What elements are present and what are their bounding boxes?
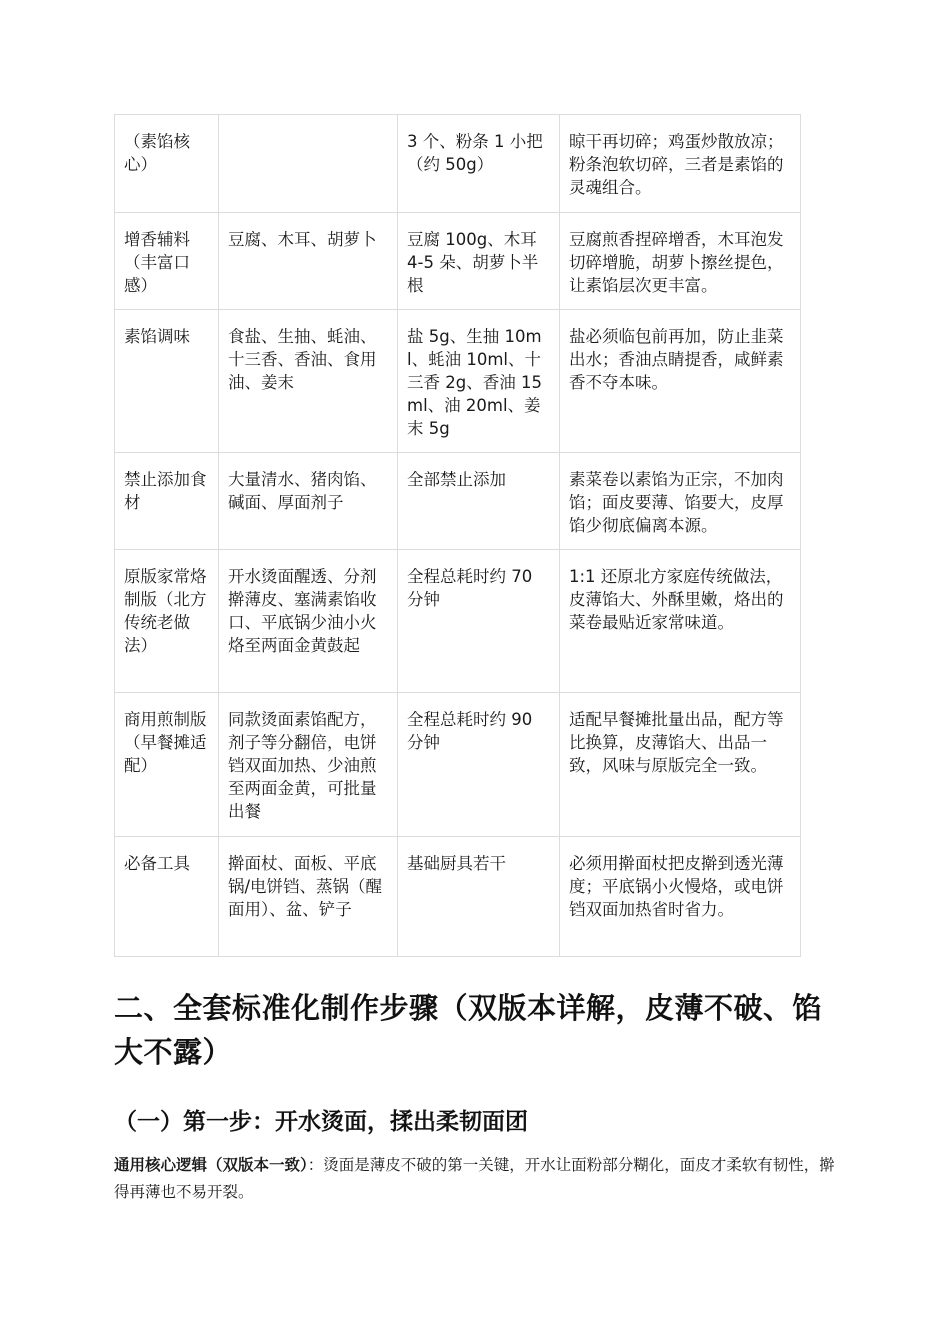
table-cell-ingredients: 擀面杖、面板、平底锅/电饼铛、蒸锅（醒面用）、盆、铲子 (219, 837, 398, 957)
ingredients-table (114, 114, 801, 957)
table-cell-amount: 全部禁止添加 (398, 453, 560, 550)
paragraph-lead: 通用核心逻辑（双版本一致） (114, 1156, 308, 1174)
table-row (115, 310, 801, 453)
paragraph-text: ：烫面是薄皮不破的第一关键，开水让面粉部分糊化，面皮才柔软有韧性，擀得再薄也不易开裂。 (114, 1156, 835, 1201)
table-cell-ingredients: 豆腐、木耳、胡萝卜 (219, 213, 398, 310)
table-cell-notes: 1:1 还原北方家庭传统做法，皮薄馅大、外酥里嫩，烙出的菜卷最贴近家常味道。 (560, 550, 801, 693)
table-row (115, 213, 801, 310)
table-cell-amount: 基础厨具若干 (398, 837, 560, 957)
table-row (115, 453, 801, 550)
table-cell-item: 必备工具 (115, 837, 219, 957)
table-cell-ingredients: 同款烫面素馅配方，剂子等分翻倍，电饼铛双面加热、少油煎至两面金黄，可批量出餐 (219, 693, 398, 837)
table-cell-notes: 适配早餐摊批量出品，配方等比换算，皮薄馅大、出品一致，风味与原版完全一致。 (560, 693, 801, 837)
table-row (115, 837, 801, 957)
table-row (115, 115, 801, 213)
table-cell-notes: 盐必须临包前再加，防止韭菜出水；香油点睛提香，咸鲜素香不夺本味。 (560, 310, 801, 453)
table-cell-ingredients: 大量清水、猪肉馅、碱面、厚面剂子 (219, 453, 398, 550)
table-cell-amount: 盐 5g、生抽 10ml、蚝油 10ml、十三香 2g、香油 15ml、油 20ml、姜末 5g (398, 310, 560, 453)
table-cell-item: 增香辅料（丰富口感） (115, 213, 219, 310)
table-cell-ingredients: 开水烫面醒透、分剂擀薄皮、塞满素馅收口、平底锅少油小火烙至两面金黄鼓起 (219, 550, 398, 693)
table-cell-notes: 豆腐煎香捏碎增香，木耳泡发切碎增脆，胡萝卜擦丝提色，让素馅层次更丰富。 (560, 213, 801, 310)
step-heading: （一）第一步：开水烫面，揉出柔韧面团 (114, 1109, 528, 1135)
table-cell-item: 原版家常烙制版（北方传统老做法） (115, 550, 219, 693)
table-cell-amount: 全程总耗时约 70 分钟 (398, 550, 560, 693)
section-heading: 二、全套标准化制作步骤（双版本详解，皮薄不破、馅大不露） (114, 991, 823, 1069)
table-cell-amount: 全程总耗时约 90 分钟 (398, 693, 560, 837)
table-cell-notes: 必须用擀面杖把皮擀到透光薄度；平底锅小火慢烙，或电饼铛双面加热省时省力。 (560, 837, 801, 957)
table-cell-notes: 素菜卷以素馅为正宗，不加肉馅；面皮要薄、馅要大，皮厚馅少彻底偏离本源。 (560, 453, 801, 550)
body-paragraph (114, 1152, 839, 1206)
table-cell-item: 禁止添加食材 (115, 453, 219, 550)
table-cell-amount: 3 个、粉条 1 小把（约 50g） (398, 115, 560, 213)
table-row (115, 550, 801, 693)
table-cell-item: 素馅调味 (115, 310, 219, 453)
table-cell-notes: 晾干再切碎；鸡蛋炒散放凉；粉条泡软切碎，三者是素馅的灵魂组合。 (560, 115, 801, 213)
table-row (115, 693, 801, 837)
table-cell-item: （素馅核心） (115, 115, 219, 213)
table-cell-amount: 豆腐 100g、木耳 4-5 朵、胡萝卜半根 (398, 213, 560, 310)
table-cell-ingredients: 食盐、生抽、蚝油、十三香、香油、食用油、姜末 (219, 310, 398, 453)
table-cell-ingredients (219, 115, 398, 213)
table-cell-item: 商用煎制版（早餐摊适配） (115, 693, 219, 837)
